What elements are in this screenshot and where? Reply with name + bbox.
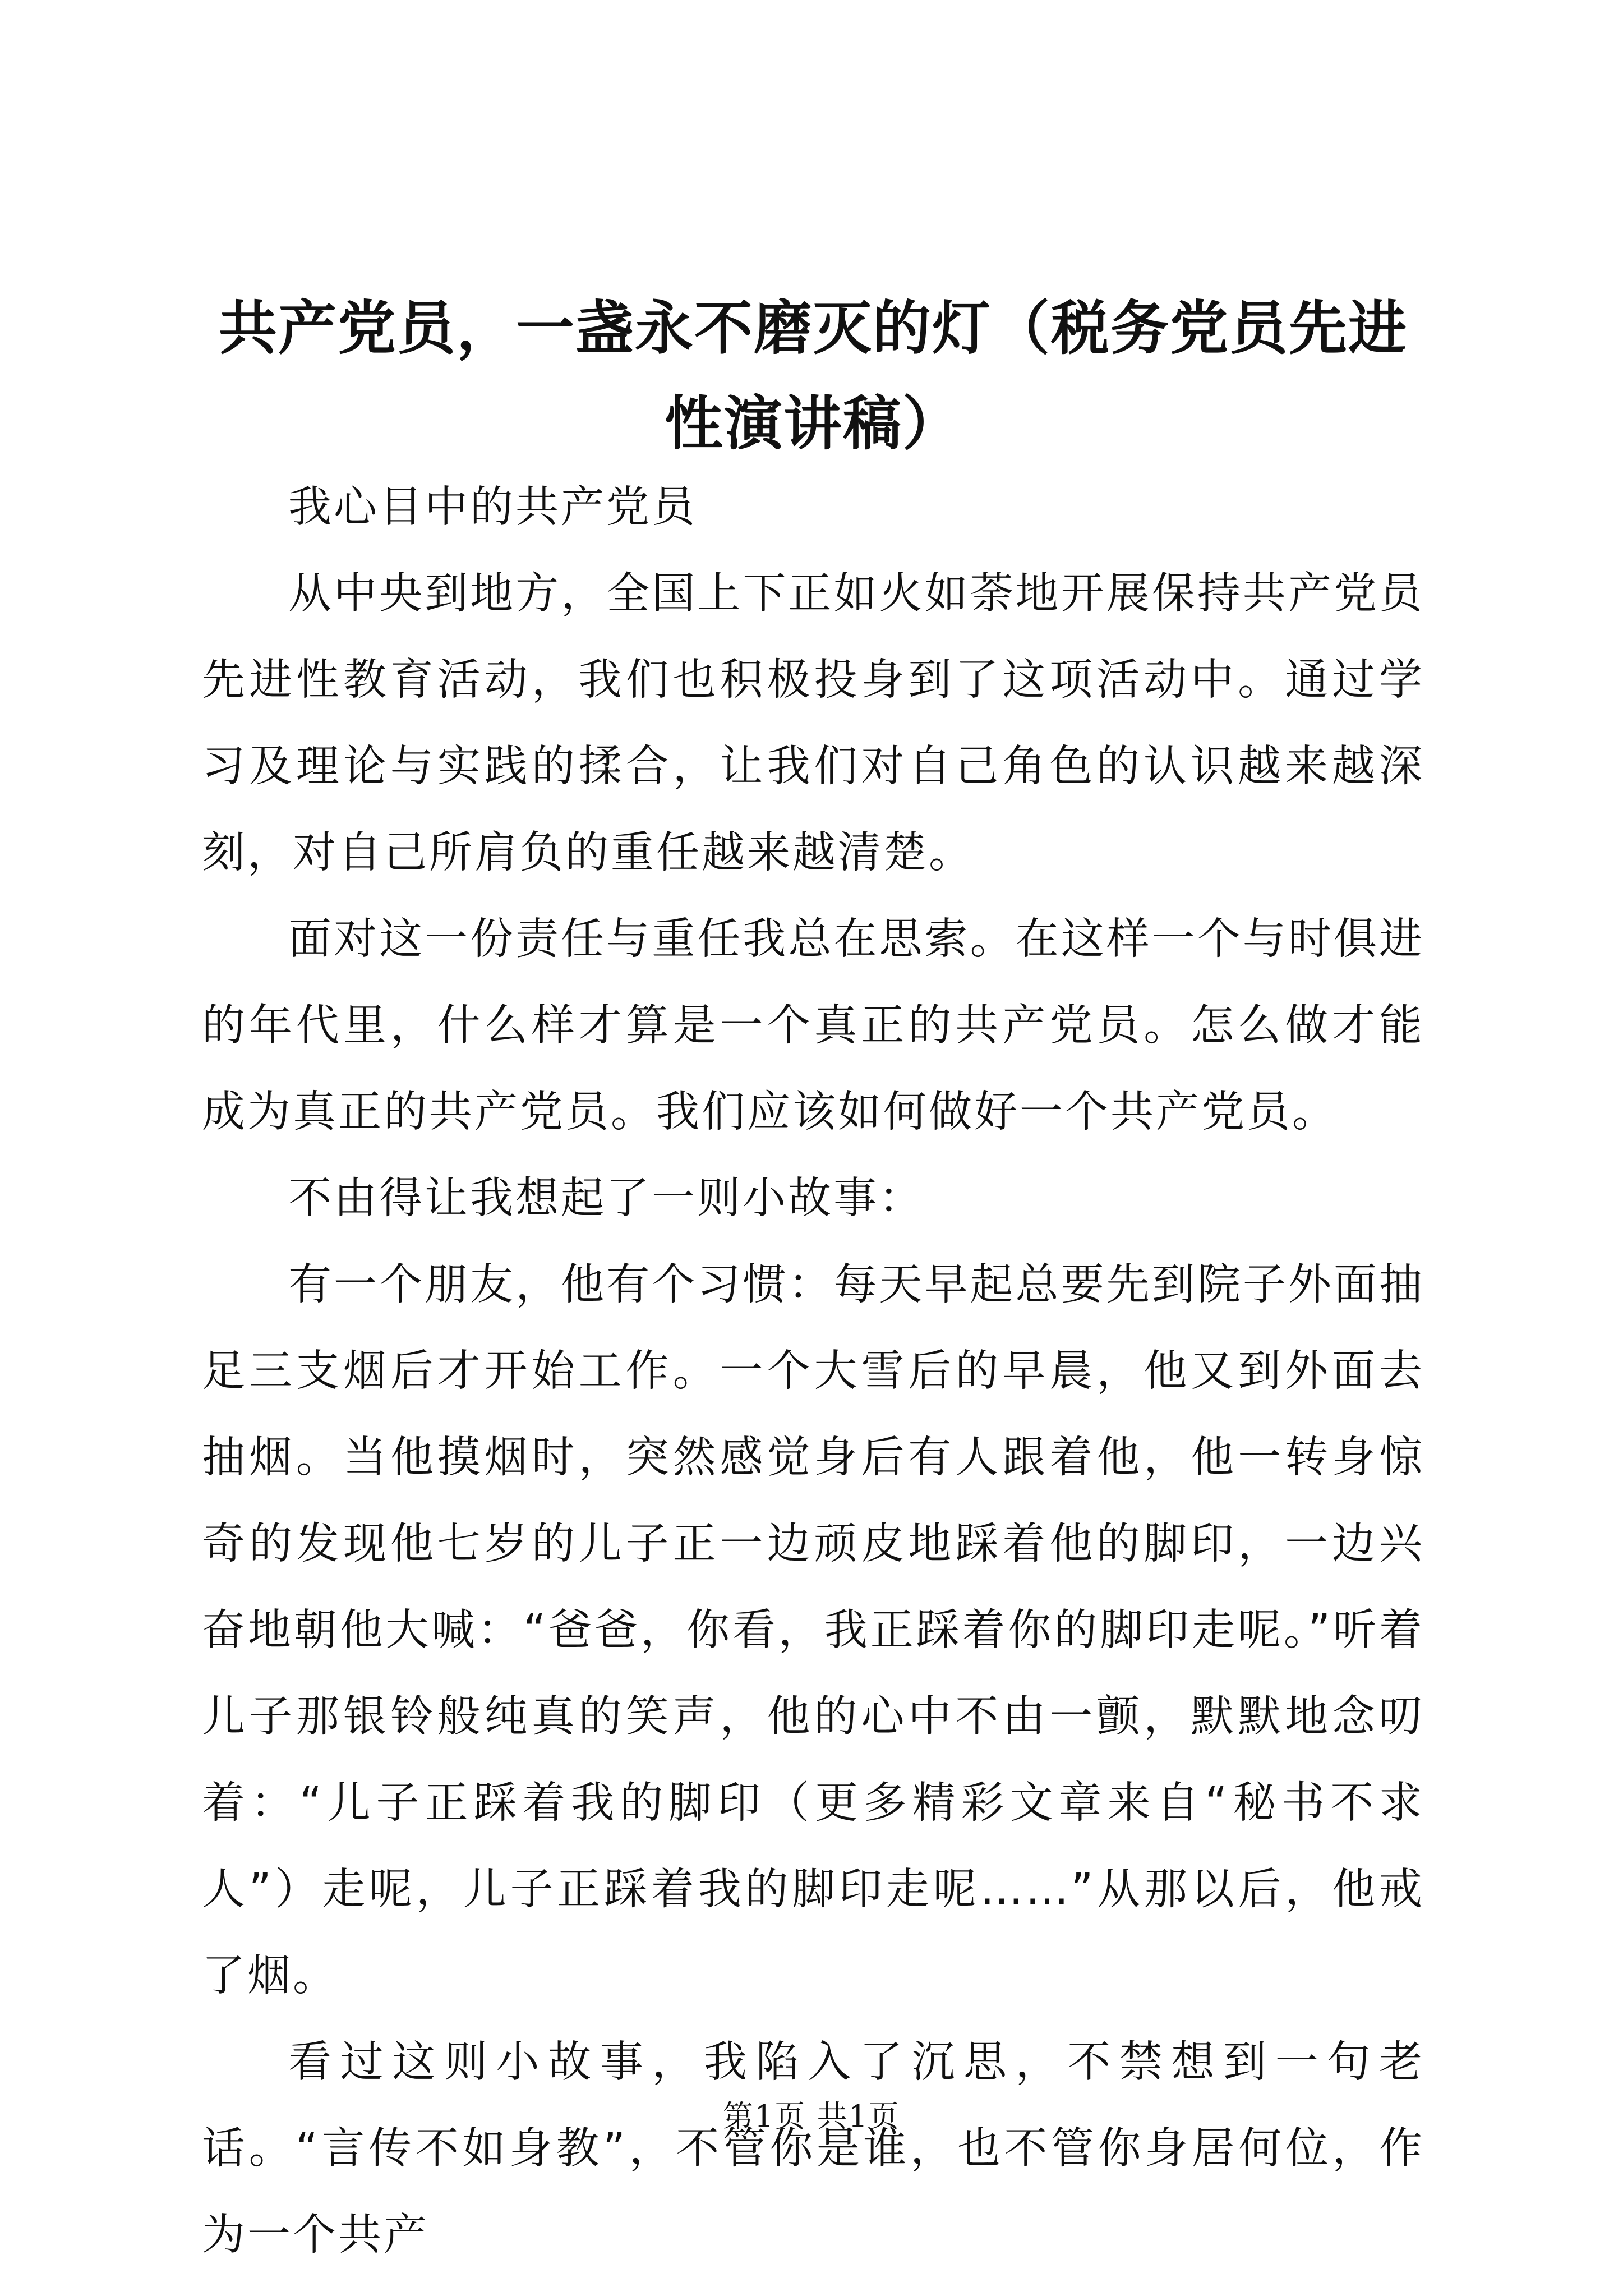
paragraph: 我心目中的共产党员 (288, 482, 697, 532)
document-title: 共产党员，一盏永不磨灭的灯（税务党员先进性演讲稿） (218, 293, 1408, 458)
paragraph: 从中央到地方，全国上下正如火如荼地开展保持共产党员先进性教育活动，我们也积极投身到了这项活动中。通过学习及理论与实践的揉合，让我们对自己角色的认识越来越深刻，对自己所肩负的重任越来越清楚。 (202, 569, 1424, 878)
document-body (202, 464, 1424, 2279)
paragraph: 面对这一份责任与重任我总在思索。在这样一个与时俱进的年代里，什么样才算是一个真正的共产党员。怎么做才能成为真正的共产党员。我们应该如何做好一个共产党员。 (202, 914, 1424, 1137)
page-number-footer: 第1页 共1页 (723, 2099, 900, 2134)
paragraph: 不由得让我想起了一则小故事： (288, 1174, 924, 1223)
paragraph: 有一个朋友，他有个习惯：每天早起总要先到院子外面抽足三支烟后才开始工作。一个大雪后的早晨，他又到外面去抽烟。当他摸烟时，突然感觉身后有人跟着他，他一转身惊奇的发现他七岁的儿子正一边顽皮地踩着他的脚印，一边兴奋地朝他大喊：“爸爸，你看，我正踩着你的脚印走呢。”听着儿子那银铃般纯真的笑声，他的心中不由一颤，默默地念叨着：“儿子正踩着我的脚印（更多精彩文章来自“秘书不求人”）走呢，儿子正踩着我的脚印走呢……”从那以后，他戒了烟。 (202, 1260, 1424, 2001)
paragraph: 看过这则小故事，我陷入了沉思，不禁想到一句老话。“言传不如身教”，不管你是谁，也不管你身居何位，作为一个共产 (202, 2037, 1424, 2260)
